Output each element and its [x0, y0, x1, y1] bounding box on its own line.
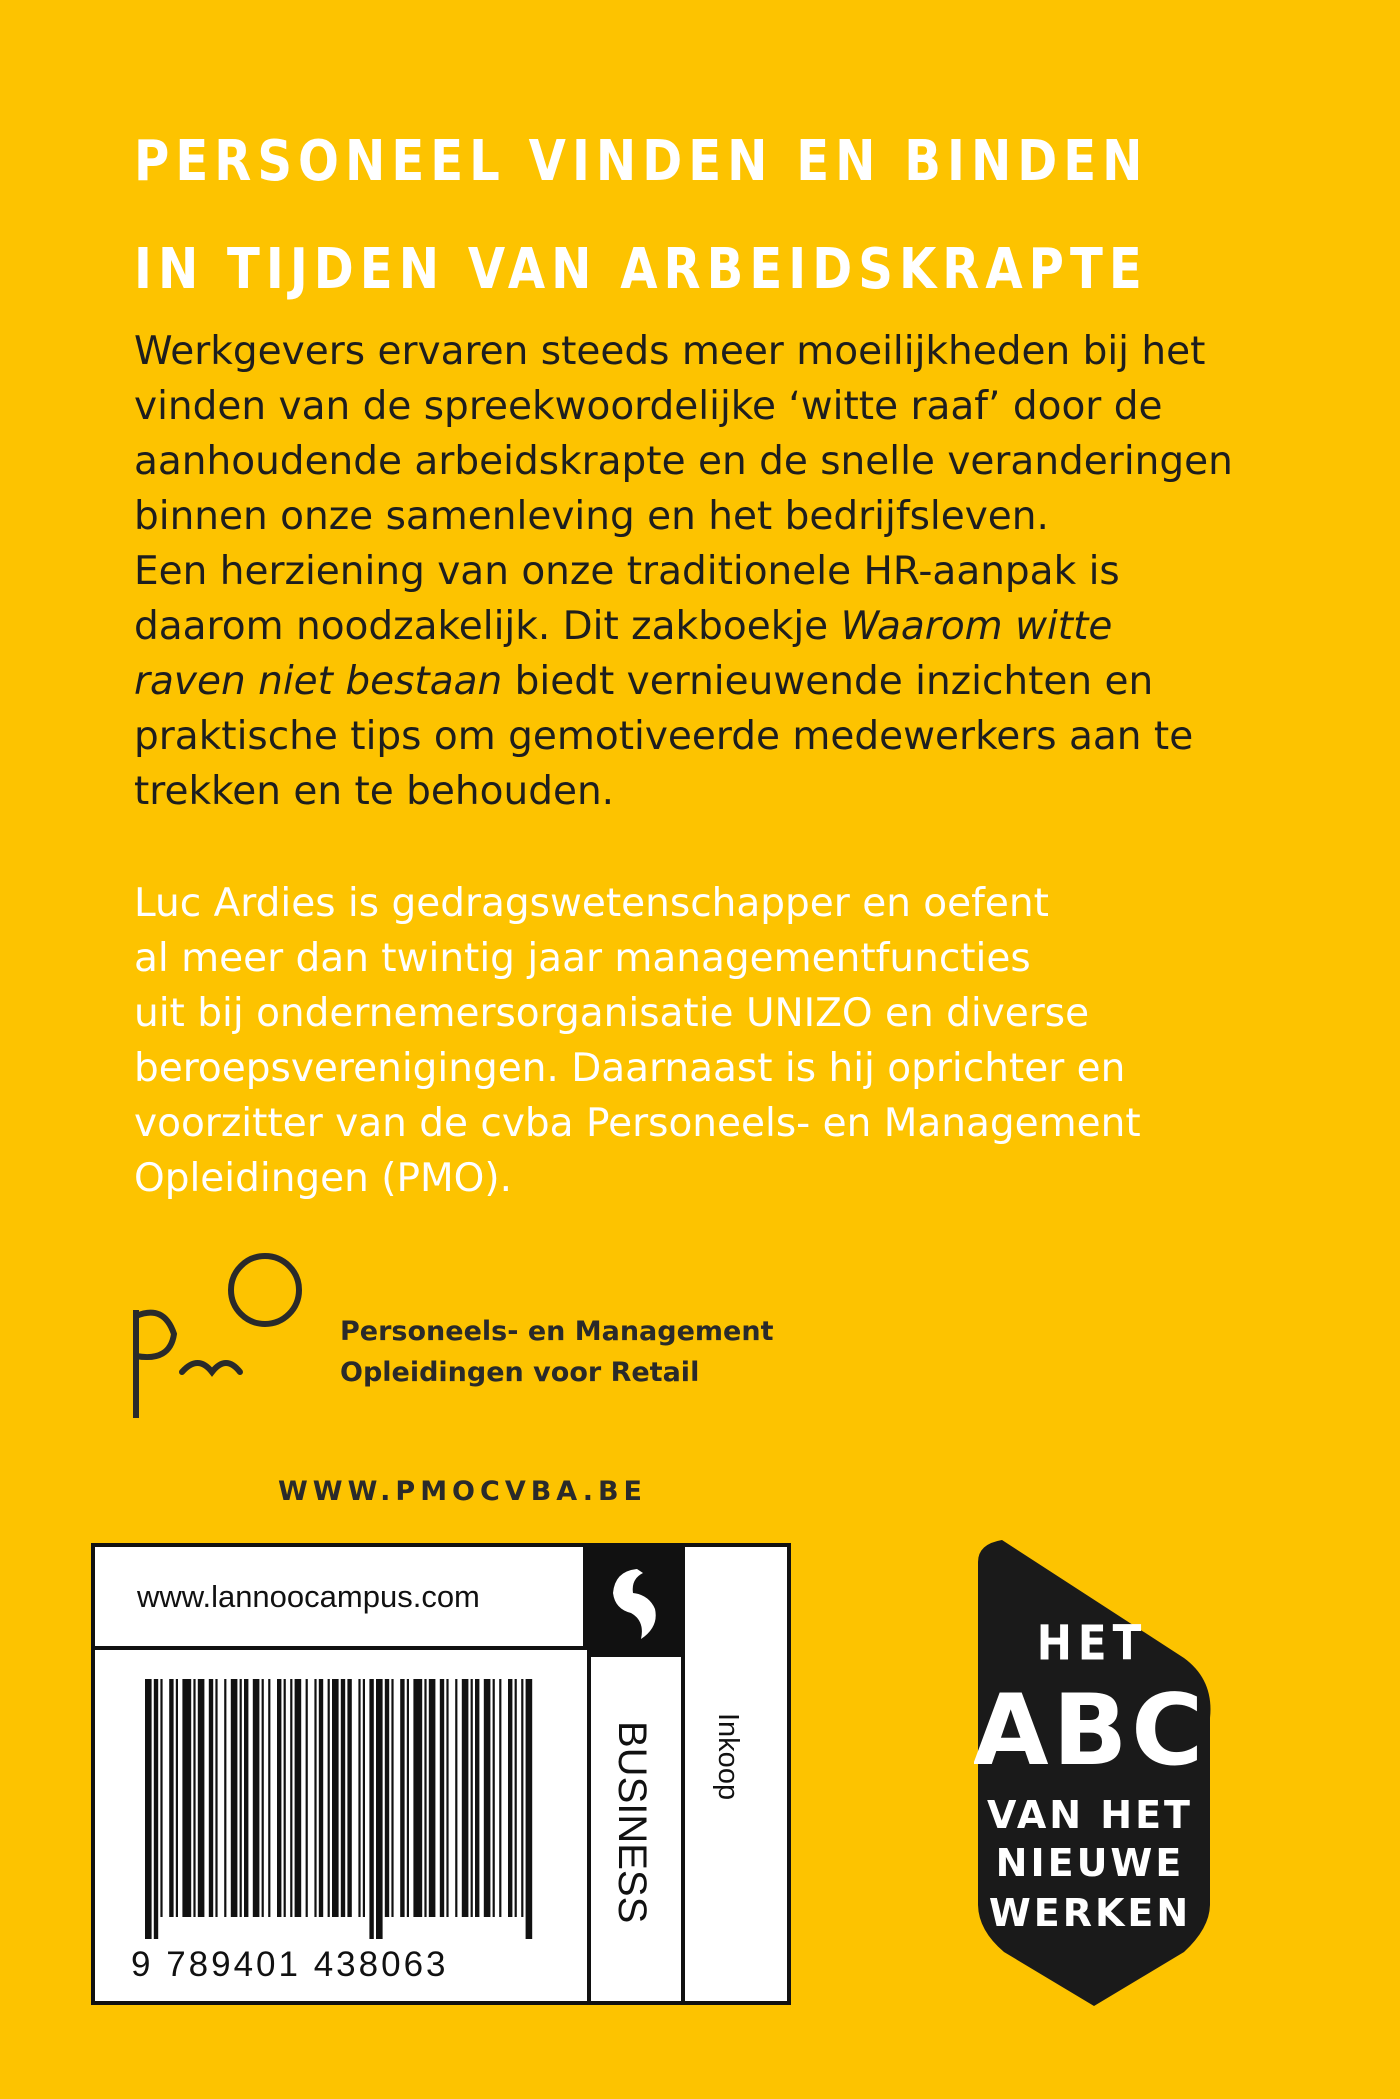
barcode-bar	[231, 1679, 238, 1917]
barcode-bar	[284, 1679, 286, 1917]
badge-line-5: WERKEN	[988, 1891, 1192, 1935]
barcode-bar	[484, 1679, 491, 1917]
barcode-bar	[306, 1679, 308, 1917]
intro-text-run: daarom noodzakelijk. Dit zakboekje	[134, 604, 841, 649]
publisher-website-link[interactable]: www.lannoocampus.com	[95, 1547, 587, 1650]
intro-line: vinden van de spreekwoordelijke ‘witte raaf’ door de	[134, 384, 1163, 429]
barcode-bar	[215, 1679, 217, 1917]
series-badge	[974, 1540, 1214, 2010]
pmo-website-link[interactable]: WWW.PMOCVBA.BE	[278, 1476, 647, 1507]
barcode-bar	[262, 1679, 264, 1917]
barcode-bar	[290, 1679, 292, 1917]
barcode-bar	[424, 1679, 426, 1917]
barcode-bar	[363, 1679, 365, 1917]
back-cover-heading	[134, 108, 1149, 324]
barcode-bar	[160, 1679, 162, 1917]
badge-line-1: HET	[1036, 1614, 1148, 1672]
author-bio	[134, 876, 1244, 1206]
isbn-number: 9 789401 438063	[131, 1945, 449, 1984]
author-line: beroepsverenigingen. Daarnaast is hij oprichter en	[134, 1046, 1126, 1091]
barcode-bar	[277, 1679, 281, 1917]
barcode-bar	[391, 1679, 393, 1917]
intro-text-run: biedt vernieuwende inzichten en	[502, 659, 1154, 704]
barcode-bar	[358, 1679, 360, 1917]
barcode-bar	[369, 1679, 373, 1939]
badge-line-2: ABC	[974, 1674, 1208, 1788]
series-column	[587, 1657, 685, 2001]
intro-line: praktische tips om gemotiveerde medewerkers aan te	[134, 714, 1194, 759]
pmo-name-line-1: Personeels- en Management	[340, 1316, 774, 1347]
barcode-bar	[209, 1679, 213, 1917]
barcode-bar	[182, 1679, 191, 1917]
barcode-bar	[493, 1679, 495, 1917]
barcode-bar	[440, 1679, 444, 1917]
barcode-bar	[154, 1679, 158, 1939]
barcode-bar	[508, 1679, 512, 1917]
barcode-bar	[314, 1679, 316, 1917]
barcode-bar	[515, 1679, 517, 1917]
barcode-bar	[462, 1679, 469, 1917]
pmo-logo-icon	[130, 1250, 320, 1424]
author-line: al meer dan twintig jaar managementfuncties	[134, 936, 1031, 981]
barcode-bar	[475, 1679, 479, 1917]
barcode-bar	[385, 1679, 389, 1917]
barcode-bar	[407, 1679, 409, 1917]
intro-line: Werkgevers ervaren steeds meer moeilijkheden bij het	[134, 329, 1206, 374]
author-line: Luc Ardies is gedragswetenschapper en oefent	[134, 881, 1049, 926]
barcode-bar	[400, 1679, 404, 1917]
intro-line: aanhoudende arbeidskrapte en de snelle veranderingen	[134, 439, 1233, 484]
barcode-bar	[332, 1679, 339, 1917]
barcode-bar	[376, 1679, 383, 1939]
barcode-bar	[319, 1679, 323, 1917]
book-title-part-1: Waarom witte	[840, 604, 1113, 649]
pmo-name-line-2: Opleidingen voor Retail	[340, 1357, 700, 1388]
intro-line: trekken en te behouden.	[134, 769, 615, 814]
intro-text	[134, 324, 1244, 819]
barcode-bar	[471, 1679, 473, 1917]
barcode-bar	[521, 1679, 523, 1917]
pmo-organisation-name	[340, 1311, 774, 1393]
barcode-bar	[145, 1679, 152, 1939]
barcode-bar	[295, 1679, 302, 1917]
intro-line: binnen onze samenleving en het bedrijfsleven.	[134, 494, 1049, 539]
heading-line-1: PERSONEEL VINDEN EN BINDEN	[134, 129, 1149, 194]
intro-line: Een herziening van onze traditionele HR-aanpak is	[134, 549, 1120, 594]
intro-paragraph-2	[134, 544, 1244, 819]
author-line: voorzitter van de cvba Personeels- en Management	[134, 1101, 1141, 1146]
publisher-imprint-box	[91, 1543, 791, 2005]
barcode-bar	[224, 1679, 226, 1917]
category-label: Inkoop	[712, 1713, 744, 1801]
author-line: uit bij ondernemersorganisatie UNIZO en diverse	[134, 991, 1090, 1036]
barcode-bar	[413, 1679, 422, 1917]
book-title-part-2: raven niet bestaan	[134, 659, 503, 704]
barcode-bar	[198, 1679, 205, 1917]
lannoo-logo-icon	[587, 1547, 685, 1657]
barcode-bar	[499, 1679, 501, 1917]
barcode-bar	[253, 1679, 260, 1917]
barcode-bar	[193, 1679, 195, 1917]
heading-line-2: IN TIJDEN VAN ARBEIDSKRAPTE	[134, 237, 1148, 302]
barcode-bar	[240, 1679, 242, 1917]
barcode-bar	[347, 1679, 351, 1917]
badge-line-3: VAN HET	[987, 1793, 1193, 1837]
barcode-bar	[169, 1679, 173, 1917]
barcode-bar	[328, 1679, 330, 1917]
barcode-bar	[526, 1679, 533, 1939]
badge-line-4: NIEUWE	[995, 1841, 1185, 1885]
barcode-bar	[429, 1679, 436, 1917]
barcode-bar	[268, 1679, 270, 1917]
barcode-bar	[341, 1679, 345, 1917]
series-label: BUSINESS	[610, 1721, 654, 1924]
barcode-bar	[446, 1679, 448, 1917]
intro-paragraph-1	[134, 324, 1244, 544]
category-column	[685, 1547, 787, 2001]
barcode-bar	[455, 1679, 457, 1917]
barcode-bar	[176, 1679, 178, 1917]
barcode-bar	[244, 1679, 248, 1917]
author-line: Opleidingen (PMO).	[134, 1156, 512, 1201]
